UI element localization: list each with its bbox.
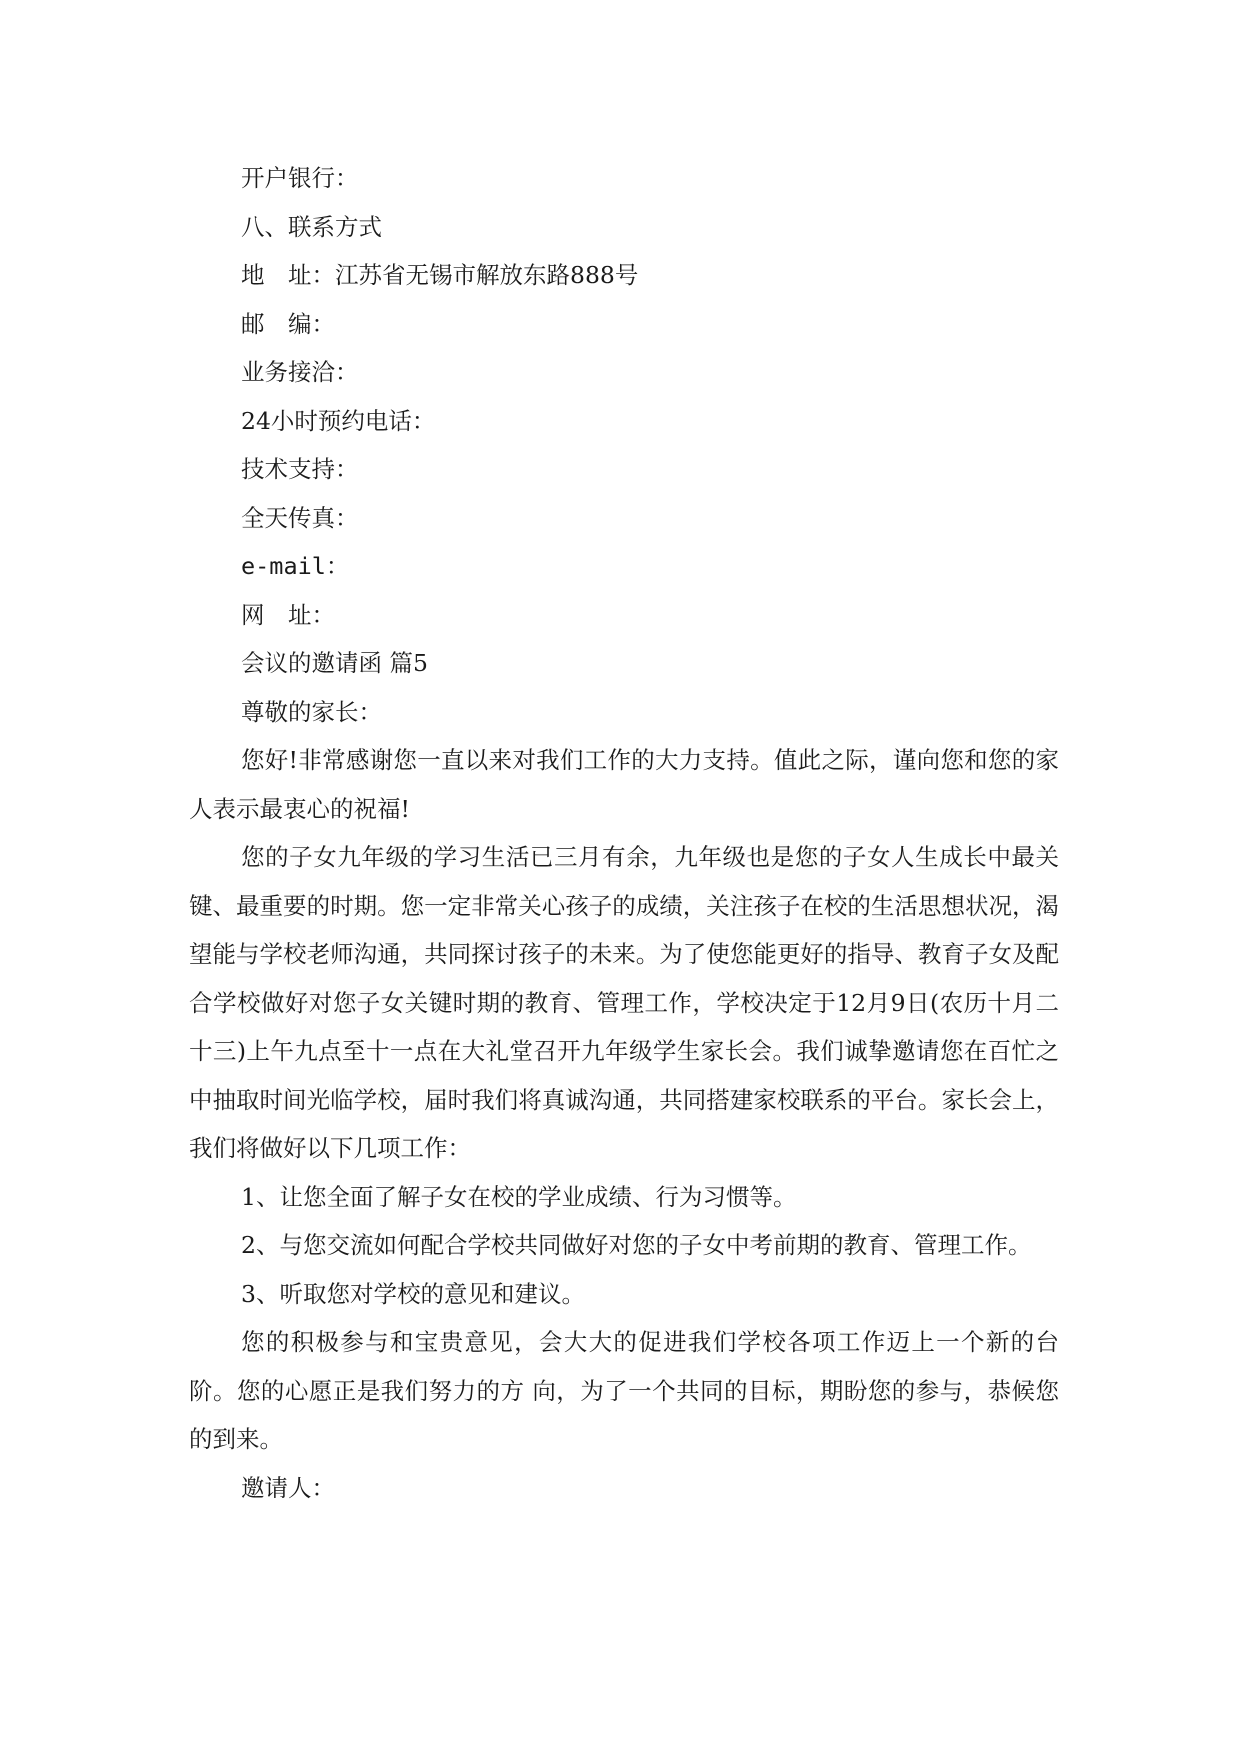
- section-title: 会议的邀请函 篇5: [241, 649, 428, 677]
- business-line: 业务接洽：: [241, 358, 359, 386]
- postcode-line: 邮 编：: [241, 309, 335, 338]
- email-line: e-mail：: [241, 552, 350, 580]
- support-line: 技术支持：: [241, 455, 359, 483]
- agenda-item-1: 1、让您全面了解子女在校的学业成绩、行为习惯等。: [241, 1182, 797, 1211]
- invitation-paragraph: 您的子女九年级的学习生活已三月有余，九年级也是您的子女人生成长中最关键、最重要的时期。您一定非常关心孩子的成绩，关注孩子在校的生活思想状况，渴望能与学校老师沟通，共同探讨孩子的未来。为了使您能更好的指导、教育子女及配合学校做好对您子女关键时期的教育、管理工作，学校决定于12月9日(农历十月二十三)上午九点至十一点在大礼堂召开九年级学生家长会。我们诚挚邀请您在百忙之中抽取时间光临学校，届时我们将真诚沟通，共同搭建家校联系的平台。家长会上，我们将做好以下几项工作：: [189, 843, 1059, 1162]
- document-body: [189, 154, 1059, 1512]
- hotline-line: 24小时预约电话：: [241, 406, 436, 435]
- bank-line: 开户银行：: [241, 164, 359, 192]
- salutation: 尊敬的家长：: [241, 697, 382, 726]
- closing-paragraph: 您的积极参与和宝贵意见，会大大的促进我们学校各项工作迈上一个新的台阶。您的心愿正是我们努力的方 向，为了一个共同的目标，期盼您的参与，恭候您的到来。: [189, 1328, 1059, 1453]
- greeting-paragraph: 您好!非常感谢您一直以来对我们工作的大力支持。值此之际，谨向您和您的家人表示最衷心的祝福!: [189, 746, 1059, 823]
- agenda-item-2: 2、与您交流如何配合学校共同做好对您的子女中考前期的教育、管理工作。: [241, 1231, 1032, 1259]
- contact-heading: 八、联系方式: [241, 212, 382, 241]
- agenda-item-3: 3、听取您对学校的意见和建议。: [241, 1279, 585, 1308]
- fax-line: 全天传真：: [241, 503, 359, 532]
- inviter-line: 邀请人：: [241, 1473, 335, 1502]
- website-line: 网 址：: [241, 600, 335, 629]
- address-line: 地 址：江苏省无锡市解放东路888号: [241, 261, 639, 289]
